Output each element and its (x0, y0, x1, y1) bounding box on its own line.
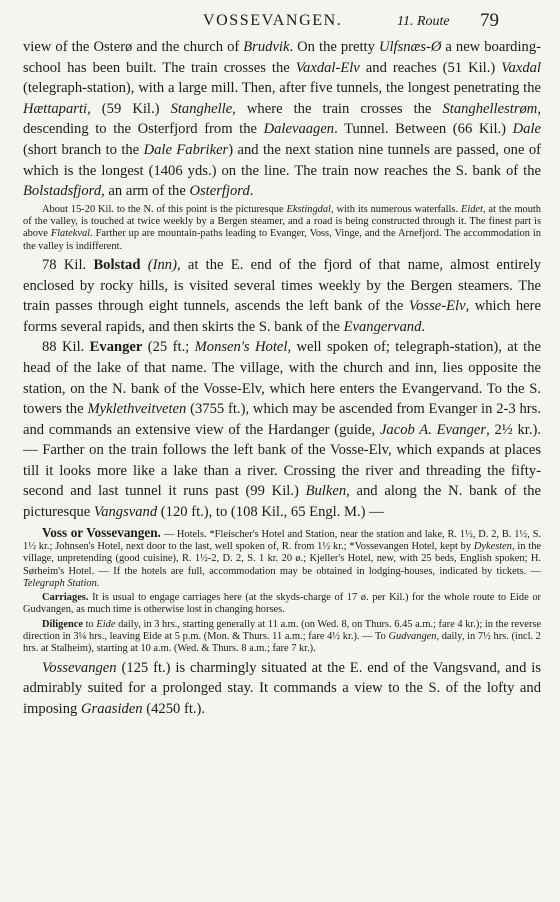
italic-term: Ekstingdal (286, 203, 331, 215)
text-run: — Hotels. *Fleischer's Hotel and Station, near the station and lake, R. 1½, D. 2, B. 1½, S. 1½ kr.; Johnsen's Hotel, next door to the last, well spoken of, R. from 1½ kr.; *Vossevangen Hotel, kept by (23, 528, 541, 552)
text-run: , with its numerous waterfalls. (330, 203, 461, 215)
note-ekstingdal (23, 204, 541, 253)
text-run: . Farther up are mountain-paths leading to Evanger, Voss, Vinge, and the Arnefjord. The accommodation in the valley is indifferent. (23, 228, 541, 252)
text-run: daily, in 3 hrs., starting generally at 11 a.m. (on Wed. 8, on Thurs. 6.45 a.m.; fare 4 kr.); in the reverse direction in 3¼ hrs., leaving Eide at 5 p.m. (Mon. & Thurs. 11 a.m.; fare 4½ kr.). — To (23, 618, 541, 643)
bold-term: Diligence (42, 618, 83, 630)
italic-term: Myklethveitveten (87, 401, 187, 418)
text-run: and reaches (51 Kil.) (359, 59, 502, 76)
italic-term: Hættaparti (23, 100, 88, 117)
note-diligence (23, 619, 541, 656)
header-route: 11. Route (397, 14, 450, 29)
italic-term: Eide (96, 618, 116, 630)
italic-term: Jacob A. Evanger (379, 421, 487, 438)
italic-term: Dalevaagen (263, 121, 335, 138)
italic-term: Telegraph Station. (23, 577, 100, 589)
italic-term: Monsen's Hotel (194, 339, 288, 356)
italic-term: Vossevangen (42, 659, 117, 676)
text-run: , at the mouth of the valley, is touched at twice weekly by a Bergen steamer, and a road is being constructed through it. The finest part is above (23, 203, 541, 240)
text-run: , 2½ kr.). — Farther on the train follows the left bank of the Vosse-Elv, which expands at places till it looks more like a lake than a river. Crossing the river and threading the fifty-second and last tunnel it runs past (99 Kil.) (23, 421, 541, 500)
book-page (23, 10, 541, 895)
text-run: (120 ft.), to (108 Kil., 65 Engl. M.) — (157, 504, 384, 521)
paragraph-evanger (23, 337, 541, 522)
italic-term: Dale (512, 121, 541, 138)
italic-term: (Inn) (147, 256, 177, 273)
text-run: , an arm of the (101, 183, 190, 200)
italic-term: Graasiden (80, 700, 143, 717)
paragraph-railway-osterfjord (23, 37, 541, 202)
text-run: , well spoken of; telegraph-station), at the head of the lake of that name. The village, with the church and inn, lies opposite the station, on the N. bank of the Vosse-Elv, which here enters the Evangervand. To the S. towers the (23, 339, 541, 418)
text-run: 78 Kil. (42, 256, 94, 273)
text-run (140, 257, 147, 273)
text-run: . (249, 183, 254, 200)
italic-term: Ulfsnæs-Ø (378, 39, 442, 55)
text-run: a new boarding-school has been built. The train crosses the (23, 39, 541, 76)
text-run: , in the village, unpretending (good cuisine), R. 1½-2, D. 2, S. 1 kr. 20 ø.; Kjeller's Hotel, new, with 25 beds, English spoken; H. Sørheim's Hotel. — If the hotels are full, accommodation may be obtained in lodging-houses, indicated by tickets. — (23, 540, 541, 577)
text-run: It is usual to engage carriages here (at the skyds-charge of 17 ø. per Kil.) for the whole route to Eide or Gudvangen, as much time is otherwise lost in changing horses. (23, 592, 541, 616)
italic-term: Dykesten (473, 540, 512, 552)
text-run: , daily, in 7½ hrs. (incl. 2 hrs. at Stalheim), starting at 10 a.m. (Wed. & Thurs. 8 a.m.; fare 7 kr.). (23, 631, 541, 655)
italic-term: Vaxdal-Elv (295, 59, 360, 76)
text-run: ) and the next station nine tunnels are passed, one of which is the longest (1406 yds.) on the line. The train now reaches the S. bank of the (23, 141, 541, 179)
text-run: , where the train crosses the (232, 100, 443, 117)
italic-term: Stanghelle (170, 100, 233, 117)
text-run: (4250 ft.). (142, 700, 206, 717)
paragraph-bolstad (23, 255, 541, 337)
italic-term: Dale Fabriker (143, 141, 229, 158)
note-voss-hotels (23, 524, 541, 590)
italic-term: Brudvik (243, 39, 290, 55)
text-run: . Tunnel. Between (66 Kil.) (334, 121, 513, 138)
italic-term: Bolstadsfjord (23, 183, 102, 200)
italic-term: Osterfjord (189, 183, 250, 200)
bold-term: Voss or Vossevangen. (42, 524, 161, 540)
page-number: 79 (480, 10, 499, 31)
text-run: , which here forms several rapids, and then skirts the S. bank of the (23, 298, 541, 335)
text-run: (telegraph-station), with a large mill. Then, after five tunnels, the longest penetrating the (23, 80, 541, 97)
italic-term: Gudvangen (388, 631, 437, 643)
italic-term: Flatekval (50, 228, 91, 240)
text-run: , descending to the Osterfjord from the (23, 100, 541, 138)
text-run: , and along the N. bank of the picturesque (23, 483, 541, 521)
paragraph-vossevangen (23, 658, 541, 720)
text-run: 88 Kil. (42, 339, 90, 356)
text-run: (125 ft.) is charmingly situated at the E. end of the Vangsvand, and is admirably suited for a prolonged stay. It commands a view to the S. of the lofty and imposing (23, 659, 541, 717)
text-run: to (82, 618, 97, 630)
text-run: (short branch to the (23, 141, 144, 158)
italic-term: Evangervand (343, 318, 422, 335)
italic-term: Vosse-Elv (408, 298, 466, 315)
text-run: About 15-20 Kil. to the N. of this point is the picturesque (42, 203, 287, 215)
bold-term: Carriages. (42, 592, 89, 604)
note-carriages (23, 592, 541, 617)
italic-term: Bulken (305, 483, 347, 500)
italic-term: Eidet (460, 203, 483, 215)
header-title: VOSSEVANGEN. (203, 12, 343, 29)
text-run: . (421, 318, 426, 335)
text-run: view of the Osterø and the church of (23, 39, 244, 55)
bold-term: Evanger (89, 339, 143, 356)
text-run: . On the pretty (289, 39, 379, 55)
bold-term: Bolstad (93, 256, 141, 273)
text-run: , at the E. end of the fjord of that name, almost entirely enclosed by rocky hills, is visited several times weekly by the Bergen steamers. The train passes through eight tunnels, ascends the left bank of the (23, 256, 541, 315)
text-run: , (59 Kil.) (87, 100, 171, 117)
italic-term: Vangsvand (93, 504, 158, 521)
italic-term: Vaxdal (501, 59, 541, 76)
text-run: (25 ft.; (142, 339, 195, 356)
italic-term: Stanghellestrøm (442, 100, 538, 117)
running-header (23, 10, 541, 37)
text-run: (3755 ft.), which may be ascended from Evanger in 2-3 hrs. and commands an extensive view of the Hardanger (guide, (23, 401, 541, 438)
